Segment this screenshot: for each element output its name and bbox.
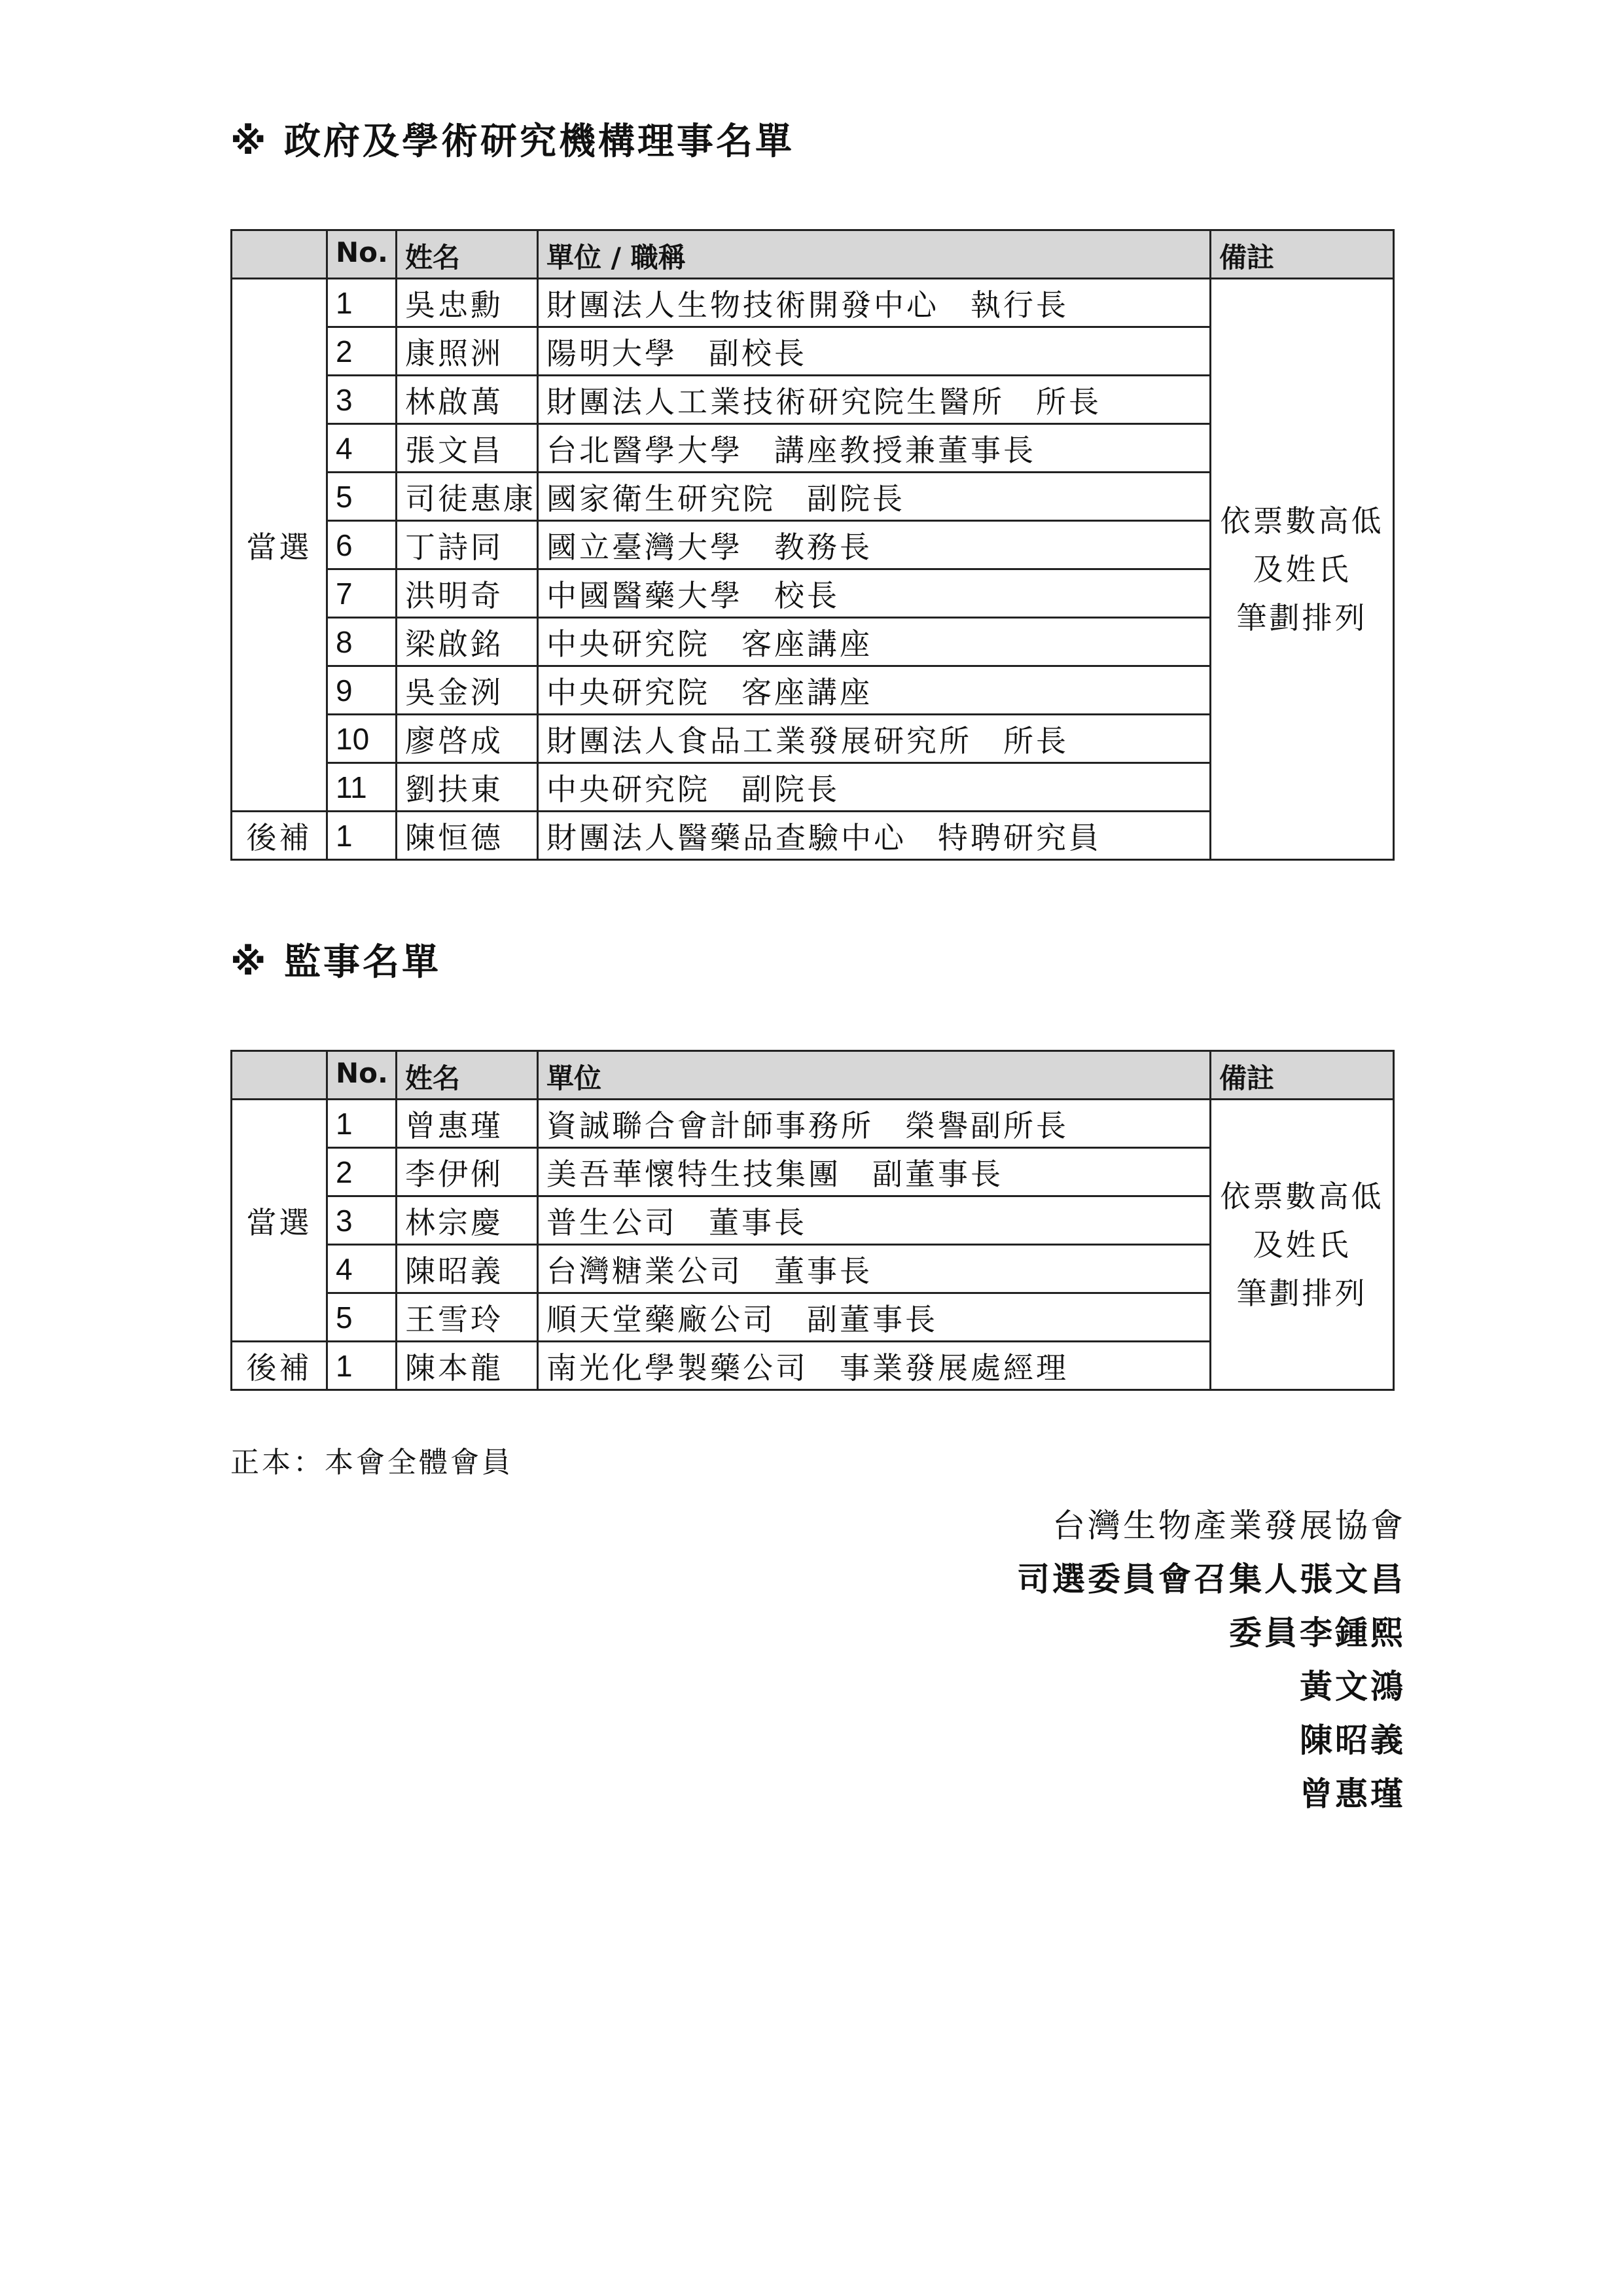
cell-unit-title (538, 763, 1211, 812)
cell-name: 陳昭義 (397, 1245, 538, 1293)
cell-title: 客座講座 (741, 626, 872, 662)
cell-title: 客座講座 (741, 674, 872, 710)
cell-name: 康照洲 (397, 327, 538, 376)
cell-unit-title (538, 424, 1211, 473)
cell-no: 5 (327, 1293, 397, 1342)
cell-unit: 國家衛生研究院 (546, 480, 776, 516)
cell-unit: 普生公司 (546, 1204, 677, 1240)
cell-unit: 順天堂藥廠公司 (546, 1301, 776, 1337)
cell-unit: 財團法人工業技術研究院生醫所 (546, 384, 1005, 420)
alternate-group-label: 後補 (232, 812, 327, 860)
cell-name: 陳恒德 (397, 812, 538, 860)
cell-title: 副院長 (807, 480, 905, 516)
supervisors-table (230, 1050, 1395, 1391)
cell-title: 特聘研究員 (938, 819, 1101, 855)
cell-unit: 資誠聯合會計師事務所 (546, 1107, 874, 1143)
board-table-body (232, 279, 1394, 860)
header-name: 姓名 (397, 230, 538, 279)
signoff-convener: 司選委員會召集人張文昌 (1017, 1560, 1406, 1598)
signoff-member: 陳昭義 (1300, 1721, 1406, 1759)
cell-title: 所長 (1003, 723, 1069, 759)
remark-cell (1211, 279, 1394, 860)
supervisors-section-title: ※ 監事名單 (230, 941, 441, 984)
header-no: No. (327, 1051, 397, 1100)
cell-name: 洪明奇 (397, 569, 538, 618)
cell-title: 副院長 (741, 771, 840, 807)
cell-unit: 陽明大學 (546, 335, 677, 371)
cell-unit: 國立臺灣大學 (546, 529, 743, 565)
cell-unit: 財團法人生物技術開發中心 (546, 287, 939, 323)
cell-title: 校長 (774, 577, 840, 613)
cell-no: 2 (327, 327, 397, 376)
cell-title: 榮譽副所長 (905, 1107, 1069, 1143)
cell-title: 執行長 (971, 287, 1069, 323)
cell-unit: 台灣糖業公司 (546, 1253, 743, 1289)
cell-name: 張文昌 (397, 424, 538, 473)
board-table (230, 229, 1395, 861)
cell-unit-title (538, 1245, 1211, 1293)
cell-title: 事業發展處經理 (840, 1350, 1069, 1386)
cell-no: 7 (327, 569, 397, 618)
cell-name: 林啟萬 (397, 376, 538, 424)
cell-unit-title (538, 521, 1211, 569)
supervisors-table-body (232, 1100, 1394, 1390)
header-unit: 單位 (538, 1051, 1211, 1100)
elected-group-label: 當選 (232, 1100, 327, 1342)
remark-line: 及姓氏 (1253, 1227, 1351, 1263)
cell-no: 4 (327, 424, 397, 473)
remark-line: 及姓氏 (1253, 551, 1351, 587)
elected-group-label: 當選 (232, 279, 327, 812)
cell-no: 2 (327, 1148, 397, 1196)
cell-name: 王雪玲 (397, 1293, 538, 1342)
cell-unit-title (538, 1293, 1211, 1342)
remark-line: 依票數高低 (1220, 1178, 1384, 1214)
header-name: 姓名 (397, 1051, 538, 1100)
cell-unit-title (538, 1342, 1211, 1390)
signoff-organization: 台灣生物產業發展協會 (1052, 1507, 1406, 1545)
signoff-member: 黃文鴻 (1300, 1668, 1406, 1706)
cell-title: 董事長 (774, 1253, 872, 1289)
remark-line: 筆劃排列 (1236, 600, 1368, 636)
header-unit: 單位 / 職稱 (538, 230, 1211, 279)
copy-recipients-note: 正本：本會全體會員 (230, 1446, 513, 1479)
cell-no: 5 (327, 473, 397, 521)
cell-unit-title (538, 376, 1211, 424)
header-remark: 備註 (1211, 230, 1394, 279)
cell-title: 副董事長 (872, 1156, 1003, 1192)
cell-title: 所長 (1036, 384, 1101, 420)
cell-unit: 財團法人醫藥品查驗中心 (546, 819, 906, 855)
cell-unit: 中國醫藥大學 (546, 577, 743, 613)
cell-no: 6 (327, 521, 397, 569)
cell-unit: 中央研究院 (546, 674, 710, 710)
cell-title: 副校長 (709, 335, 807, 371)
remark-cell (1211, 1100, 1394, 1390)
cell-no: 4 (327, 1245, 397, 1293)
cell-no: 1 (327, 812, 397, 860)
cell-title: 董事長 (709, 1204, 807, 1240)
cell-name: 丁詩同 (397, 521, 538, 569)
cell-name: 劉扶東 (397, 763, 538, 812)
cell-no: 1 (327, 279, 397, 327)
cell-name: 廖啓成 (397, 715, 538, 763)
cell-unit: 台北醫學大學 (546, 432, 743, 468)
cell-no: 1 (327, 1342, 397, 1390)
cell-no: 1 (327, 1100, 397, 1148)
cell-unit: 中央研究院 (546, 626, 710, 662)
cell-no: 3 (327, 1196, 397, 1245)
cell-name: 李伊俐 (397, 1148, 538, 1196)
cell-unit-title (538, 1148, 1211, 1196)
signoff-member: 曾惠瑾 (1300, 1775, 1406, 1813)
board-section-title: ※ 政府及學術研究機構理事名單 (230, 120, 794, 163)
cell-name: 吳忠勳 (397, 279, 538, 327)
cell-name: 曾惠瑾 (397, 1100, 538, 1148)
table-header-row (232, 1051, 1394, 1100)
alternate-group-label: 後補 (232, 1342, 327, 1390)
cell-unit: 財團法人食品工業發展研究所 (546, 723, 972, 759)
cell-unit: 美吾華懷特生技集團 (546, 1156, 841, 1192)
table-row (232, 1100, 1394, 1148)
cell-no: 3 (327, 376, 397, 424)
cell-unit: 南光化學製藥公司 (546, 1350, 808, 1386)
cell-unit-title (538, 715, 1211, 763)
cell-name: 陳本龍 (397, 1342, 538, 1390)
cell-unit-title (538, 279, 1211, 327)
cell-unit-title (538, 812, 1211, 860)
header-no: No. (327, 230, 397, 279)
header-group (232, 230, 327, 279)
signoff-block (1017, 1499, 1406, 1821)
cell-title: 講座教授兼董事長 (774, 432, 1036, 468)
cell-unit-title (538, 618, 1211, 666)
signoff-member: 委員李鍾熙 (1229, 1614, 1406, 1652)
cell-name: 司徒惠康 (397, 473, 538, 521)
cell-title: 教務長 (774, 529, 872, 565)
cell-unit-title (538, 569, 1211, 618)
cell-unit-title (538, 666, 1211, 715)
cell-no: 11 (327, 763, 397, 812)
cell-unit-title (538, 473, 1211, 521)
cell-unit: 中央研究院 (546, 771, 710, 807)
cell-name: 梁啟銘 (397, 618, 538, 666)
cell-unit-title (538, 1196, 1211, 1245)
cell-name: 林宗慶 (397, 1196, 538, 1245)
table-row (232, 279, 1394, 327)
remark-line: 筆劃排列 (1236, 1275, 1368, 1311)
header-group (232, 1051, 327, 1100)
cell-no: 9 (327, 666, 397, 715)
cell-name: 吳金洌 (397, 666, 538, 715)
header-remark: 備註 (1211, 1051, 1394, 1100)
table-header-row (232, 230, 1394, 279)
remark-line: 依票數高低 (1220, 503, 1384, 539)
cell-unit-title (538, 1100, 1211, 1148)
cell-no: 8 (327, 618, 397, 666)
cell-no: 10 (327, 715, 397, 763)
cell-title: 副董事長 (807, 1301, 938, 1337)
cell-unit-title (538, 327, 1211, 376)
